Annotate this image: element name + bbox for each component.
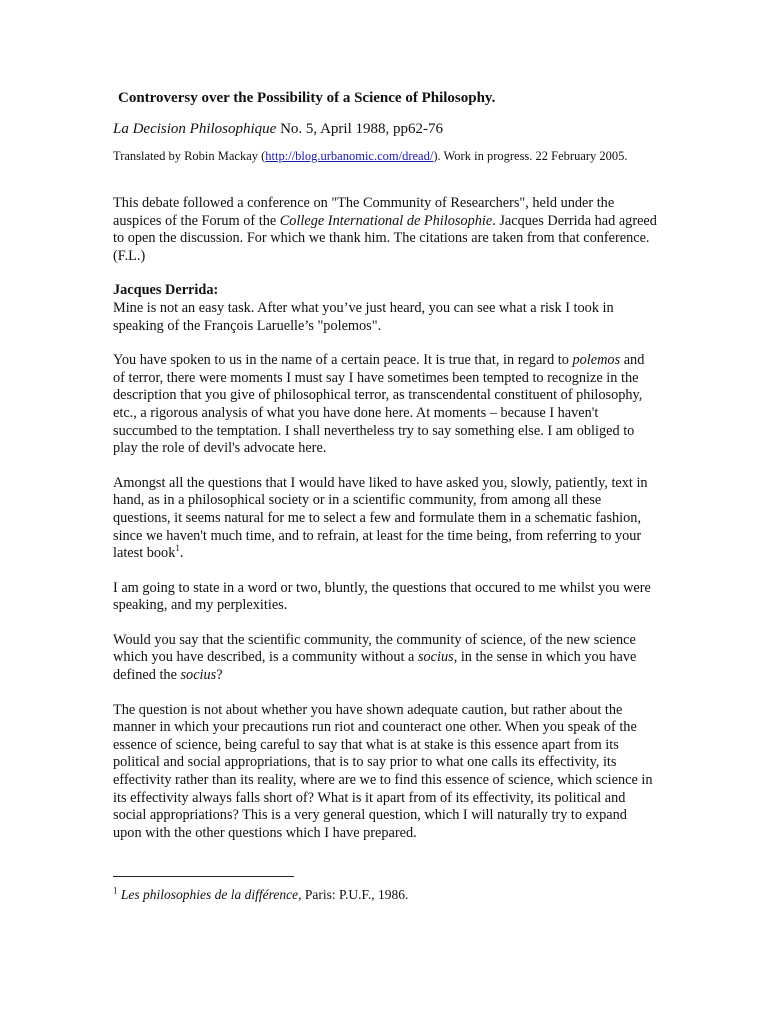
paragraph-text: Would you say that the scientific community, the community of science, of the new science which you have described, is a community without a	[113, 631, 636, 666]
paragraph-text: ?	[216, 667, 223, 684]
source-citation	[113, 118, 658, 140]
document-body	[113, 88, 658, 859]
intro-text-end: . Jacques Derrida had agreed to open the discussion. For which we thank him. The citations are taken from that conference. (F.L.)	[113, 212, 657, 264]
paragraph-bluntly: I am going to state in a word or two, bluntly, the questions that occured to me whilst you were speaking, and my perplexities.	[113, 579, 651, 614]
footnote-divider	[113, 876, 294, 877]
footnote	[113, 886, 408, 904]
translator-note	[113, 147, 658, 165]
paragraph-text: .	[179, 545, 184, 562]
speaker-label: Jacques Derrida:	[113, 282, 219, 299]
paragraph-text: Amongst all the questions that I would have liked to have asked you, slowly, patiently, text in hand, as in a philosophical society or in a scientific community, from among all these questions, it seems natural for me to select a few and formulate them in a schematic fashion, since we haven't much time, and to refrain, at least for the time being, from referring to your latest book	[113, 474, 648, 562]
intro-paragraph	[113, 195, 658, 265]
paragraph-text: and of terror, there were moments I must say I have sometimes been tempted to recognize in the description that you give of philosophical terror, as transcendental constituent of philosophy, etc., a rigorous analysis of what you have done here. At moments – because I haven't succumbed to the temptation. I shall nevertheless try to say something else. I am obliged to play the role of devil's advocate here.	[113, 352, 645, 457]
paragraph-opening: Mine is not an easy task. After what you’ve just heard, you can see what a risk I took in speaking of the François Laruelle’s "polemos".	[113, 299, 614, 334]
italic-term: socius	[417, 649, 454, 666]
footnote-publisher: , Paris: P.U.F., 1986.	[298, 887, 409, 902]
paragraph-essence: The question is not about whether you have shown adequate caution, but rather about the manner in which your precautions run riot and counteract one other. When you speak of the essence of science, being careful to say that what is at stake is this essence apart from its political and social appropriations, that is to say prior to what one calls its effectivity, its effectivity rather than its reality, where are we to find this essence of science, which science in its effectivity always falls short of? What is it apart from of its effectivity, its political and social appropriations? This is a very general question, which I will naturally try to expand upon with the other questions which I have prepared.	[113, 701, 653, 841]
institution-name: College International de Philosophie	[279, 212, 493, 229]
document-title: Controversy over the Possibility of a Science of Philosophy.	[118, 90, 496, 106]
italic-term: socius	[180, 667, 217, 684]
journal-name: La Decision Philosophique	[113, 121, 277, 137]
footnote-reference[interactable]: 1	[175, 543, 180, 554]
footnote-title: Les philosophies de la différence	[120, 887, 299, 902]
paragraph-text: , in the sense in which you have defined the	[113, 649, 637, 684]
paragraph-questions	[113, 475, 658, 563]
intro-text: This debate followed a conference on "The Community of Researchers", held under the auspices of the Forum of the	[113, 195, 615, 229]
issue-info: No. 5, April 1988, pp62-76	[276, 121, 443, 137]
translator-text-end: ). Work in progress. 22 February 2005.	[433, 149, 628, 163]
italic-term: polemos	[572, 352, 621, 369]
paragraph-text: You have spoken to us in the name of a certain peace. It is true that, in regard to	[113, 352, 573, 369]
translator-link[interactable]: http://blog.urbanomic.com/dread/	[265, 149, 434, 163]
translator-text: Translated by Robin Mackay (	[113, 149, 266, 163]
footnote-marker: 1	[113, 885, 118, 896]
paragraph-peace	[113, 352, 658, 458]
paragraph-socius	[113, 632, 658, 685]
